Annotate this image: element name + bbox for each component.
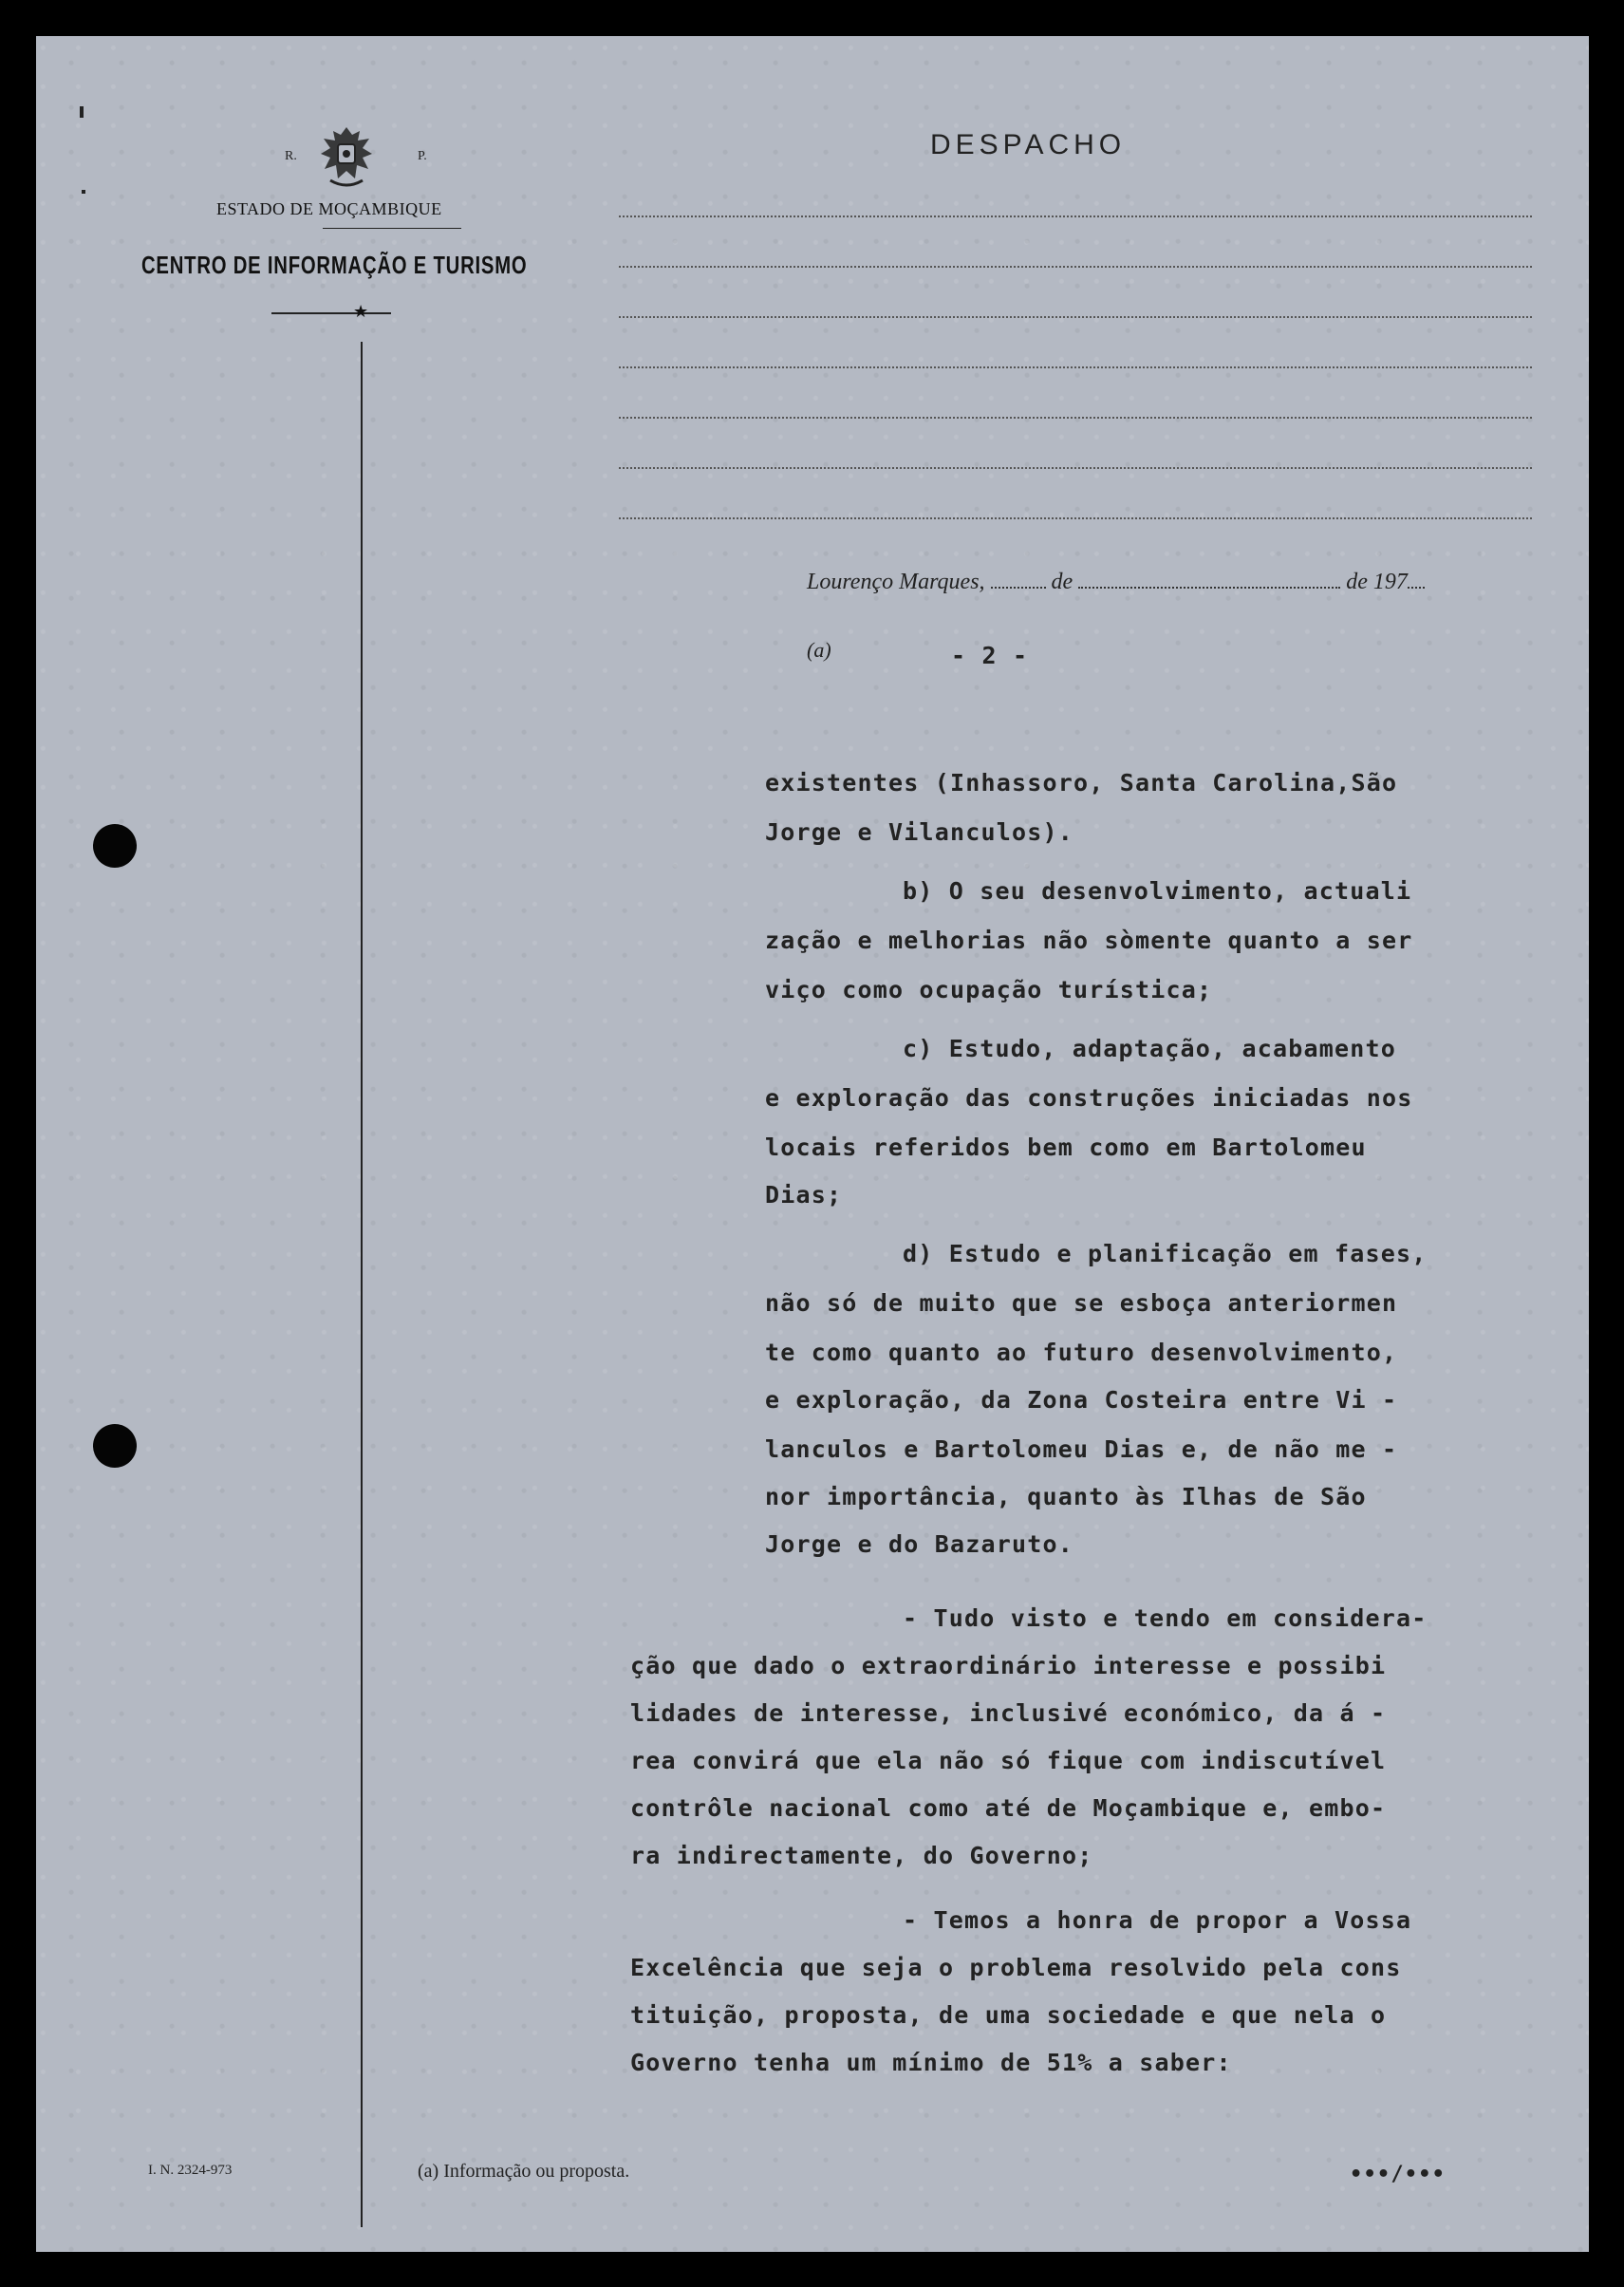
body-line: - Temos a honra de propor a Vossa [903,1906,1412,1934]
despacho-title: DESPACHO [930,129,1127,160]
body-line: b) O seu desenvolvimento, actuali [903,877,1412,905]
punch-hole-top [93,824,137,868]
footer-code: I. N. 2324-973 [148,2163,233,2178]
letterhead-centro: CENTRO DE INFORMAÇÃO E TURISMO [141,251,528,279]
despacho-line [619,366,1532,368]
despacho-line [619,467,1532,469]
body-line: d) Estudo e planificação em fases, [903,1240,1428,1267]
footer-note: (a) Informação ou proposta. [418,2161,630,2182]
despacho-line [619,216,1532,217]
body-line: c) Estudo, adaptação, acabamento [903,1035,1397,1062]
despacho-line [619,316,1532,318]
body-line: ra indirectamente, do Governo; [630,1842,1093,1869]
document-page [36,36,1589,2252]
continued-mark: •••/••• [1350,2163,1447,2186]
body-line: existentes (Inhassoro, Santa Carolina,São [765,769,1398,797]
body-line: e exploração, da Zona Costeira entre Vi - [765,1386,1398,1414]
star-icon: ★ [353,302,369,321]
despacho-line [619,417,1532,419]
letterhead-r: R. [285,149,297,163]
punch-hole-bottom [93,1424,137,1468]
body-line: locais referidos bem como em Bartolomeu [765,1134,1367,1161]
despacho-line [619,266,1532,268]
de-label: de [1051,570,1073,594]
body-line: e exploração das construções iniciadas nos [765,1084,1413,1112]
body-line: te como quanto ao futuro desenvolvimento, [765,1339,1398,1366]
body-line: zação e melhorias não sòmente quanto a ser [765,927,1413,954]
body-line: lanculos e Bartolomeu Dias e, de não me - [765,1435,1398,1463]
coat-of-arms-icon [317,123,376,190]
day-blank [991,587,1046,589]
letterhead-p: P. [418,149,427,163]
year-label: de 197 [1346,570,1408,594]
despacho-line [619,517,1532,519]
letterhead-rule [323,228,461,229]
body-line: Jorge e Vilanculos). [765,818,1074,846]
stain-mark [80,106,84,118]
body-line: ção que dado o extraordinário interesse e possibi [630,1652,1387,1679]
body-line: nor importância, quanto às Ilhas de São [765,1483,1367,1510]
body-line: rea convirá que ela não só fique com indiscutível [630,1747,1387,1774]
letterhead-rule-lower [271,312,391,314]
a-marker: (a) [807,638,831,662]
date-line [807,570,1425,595]
body-line: Governo tenha um mínimo de 51% a saber: [630,2049,1232,2076]
body-line: - Tudo visto e tendo em considera- [903,1604,1428,1632]
page-number: - 2 - [951,642,1029,669]
letterhead-estado: ESTADO DE MOÇAMBIQUE [216,199,442,218]
body-line: tituição, proposta, de uma sociedade e que nela o [630,2001,1387,2029]
body-line: Jorge e do Bazaruto. [765,1530,1074,1558]
body-line: Dias; [765,1181,843,1209]
month-blank [1078,587,1340,589]
body-line: viço como ocupação turística; [765,976,1213,1003]
stain-mark [82,190,85,194]
body-line: lidades de interesse, inclusivé económico, da á - [630,1699,1387,1727]
body-line: contrôle nacional como até de Moçambique e, embo- [630,1794,1387,1822]
body-line: não só de muito que se esboça anteriormen [765,1289,1398,1317]
body-line: Excelência que seja o problema resolvido pela cons [630,1954,1402,1981]
year-blank [1408,587,1425,589]
margin-rule [361,342,363,2227]
place-label: Lourenço Marques, [807,570,985,594]
